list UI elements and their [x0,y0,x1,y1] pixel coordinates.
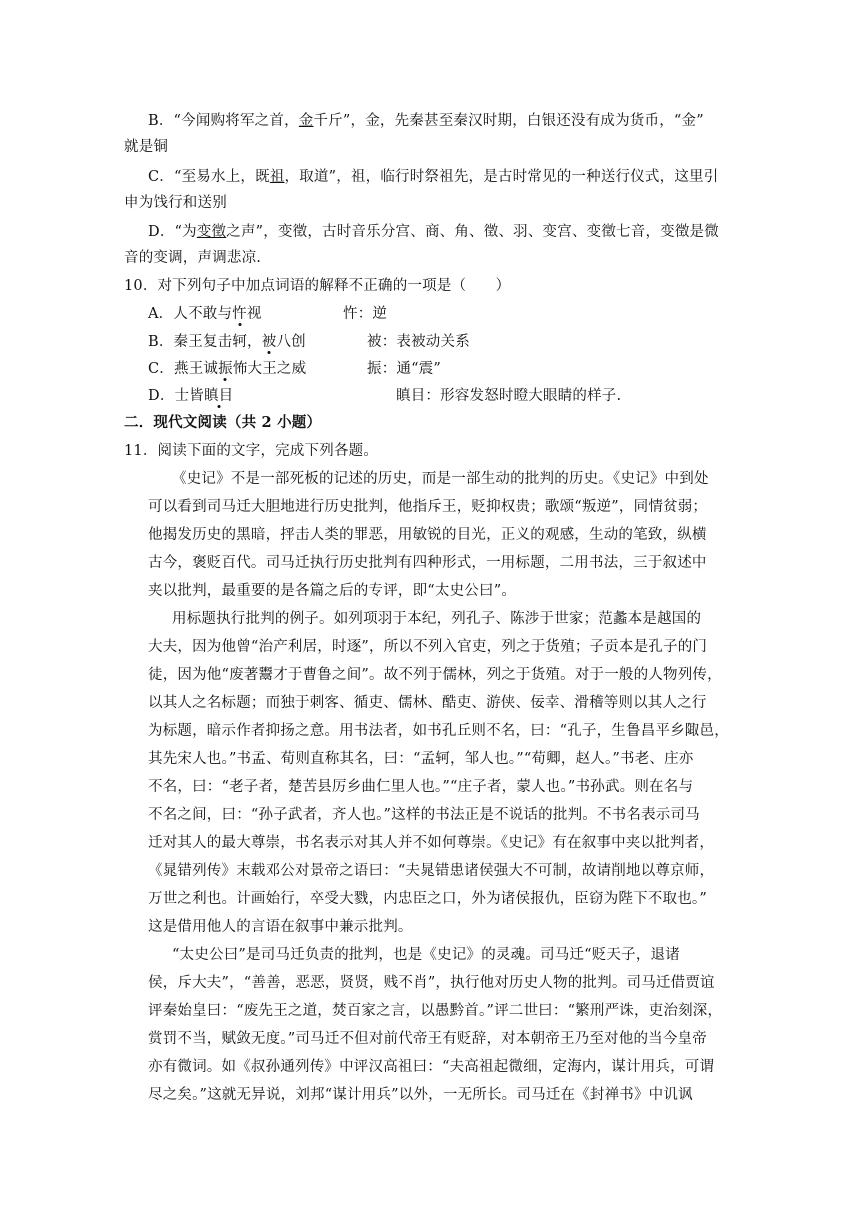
option-b-line-2: 就是铜 [124,139,169,155]
q10-option-d-explanation: 瞋目：形容发怒时瞪大眼睛的样子. [396,388,622,404]
passage-line: 这是借用他人的言语在叙事中兼示批判。 [148,919,413,935]
passage-line: 可以看到司马迁大胆地进行历史批判，他指斥王，贬抑权贵；歌颂“叛逆”，同情贫弱； [148,499,708,515]
q10-option-a-explanation: 忤：逆 [343,306,388,322]
passage-line: 万世之利也。计画始行，卒受大戮，内忠臣之口，外为诸侯报仇，臣窃为陛下不取也。” [148,891,707,907]
passage-line: 古今，褒贬百代。司马迁执行历史批判有四种形式，一用标题，二用书法，三于叙述中 [148,555,707,571]
passage-line: 其先宋人也。”书孟、荀则直称其名，曰：“孟轲，邹人也。”“荀卿，赵人。”书老、庄亦 [148,751,694,767]
q10-option-b: B．秦王复击轲，被八创 [148,334,306,350]
passage-line: 亦有微词。如《叔孙通列传》中评汉高祖曰：“夫高祖起微细，定海内，谋计用兵，可谓 [148,1059,715,1075]
dotted-word: 振 [218,361,233,377]
q10-option-c: C．燕王诚振怖大王之威 [148,361,307,377]
passage-line: 尽之矣。”这就无异说，刘邦“谋计用兵”以外，一无所长。司马迁在《封禅书》中讥讽 [148,1087,693,1103]
underlined-word: 金 [298,113,314,129]
passage-line: 不名之间，曰：“孙子武者，齐人也。”这样的书法正是不说话的批判。不书名表示司马 [148,807,700,823]
passage-line: 《晁错列传》末载邓公对景帝之语曰：“夫晁错患诸侯强大不可制，故请削地以尊京师， [148,863,715,879]
underlined-word: 祖 [269,169,285,185]
passage-line: “太史公曰”是司马迁负责的批判，也是《史记》的灵魂。司马迁“贬天子，退诸 [172,947,680,963]
option-d-line-1: D．“为变徵之声”，变徵，古时音乐分宫、商、角、徵、羽、变宫、变徵七音，变徵是微 [148,224,719,240]
passage-line: 《史记》不是一部死板的记述的历史，而是一部生动的批判的历史。《史记》中到处 [172,471,709,487]
passage-line: 用标题执行批判的例子。如列项羽于本纪，列孔子、陈涉于世家；范蠡本是越国的 [172,611,702,627]
passage-line: 以其人之名标题；而独于刺客、循吏、儒林、酷吏、游侠、佞幸、滑稽等则以其人之行 [148,695,707,711]
q10-option-a: A．人不敢与忤视 [148,306,262,322]
option-d-line-2: 音的变调，声调悲凉. [124,250,262,266]
q10-option-b-explanation: 被：表被动关系 [367,334,470,350]
passage-line: 夹以批判，最重要的是各篇之后的专评，即“太史公曰”。 [148,583,517,599]
passage-line: 大夫，因为他曾“治产利居，时逐”，所以不列入官吏，列之于货殖；子贡本是孔子的门 [148,639,708,655]
passage-line: 不名，曰：“老子者，楚苦县厉乡曲仁里人也。”“庄子者，蒙人也。”书孙武。则在名与 [148,779,694,795]
passage-line: 徒，因为他“废著鬻才于曹鲁之间”。故不列于儒林，列之于货殖。对于一般的人物列传， [148,667,722,683]
passage-line: 评秦始皇曰：“废先王之道，焚百家之言，以愚黔首。”评二世曰：“繁刑严诛，吏治刻深， [148,1003,723,1019]
dotted-word: 瞋目 [203,388,234,404]
underlined-word: 变徵 [196,224,227,240]
option-c-line-2: 申为饯行和送别 [124,195,227,211]
question-10-stem: 10．对下列句子中加点词语的解释不正确的一项是（ ） [124,278,511,294]
dotted-word: 被 [261,334,277,350]
option-b-line-1: B．“今闻购将军之首，金千斤”，金，先秦甚至秦汉时期，白银还没有成为货币，“金” [148,113,704,129]
section-heading: 二．现代文阅读（共 2 小题） [124,414,322,431]
passage-line: 为标题，暗示作者抑扬之意。用书法者，如书孔丘则不名，曰：“孔子，生鲁昌平乡陬邑， [148,723,729,739]
q10-option-c-explanation: 振：通“震” [367,361,442,377]
passage-line: 他揭发历史的黑暗，抨击人类的罪恶，用敏锐的目光，正义的观感，生动的笔致，纵横 [148,527,707,543]
question-11-stem: 11．阅读下面的文字，完成下列各题。 [124,443,379,459]
passage-line: 侯，斥大夫”，“善善，恶恶，贤贤，贱不肖”，执行他对历史人物的批判。司马迁借贾谊 [148,975,715,991]
q10-option-d: D．士皆瞋目 [148,388,234,404]
option-c-line-1: C．“至易水上，既祖，取道”，祖，临行时祭祖先，是古时常见的一种送行仪式，这里引 [148,169,719,185]
dotted-word: 忤 [232,306,247,322]
passage-line: 迁对其人的最大尊崇，书名表示对其人并不如何尊崇。《史记》有在叙事中夹以批判者， [148,835,715,851]
passage-line: 赏罚不当，赋敛无度。”司马迁不但对前代帝王有贬辞，对本朝帝王乃至对他的当今皇帝 [148,1031,707,1047]
